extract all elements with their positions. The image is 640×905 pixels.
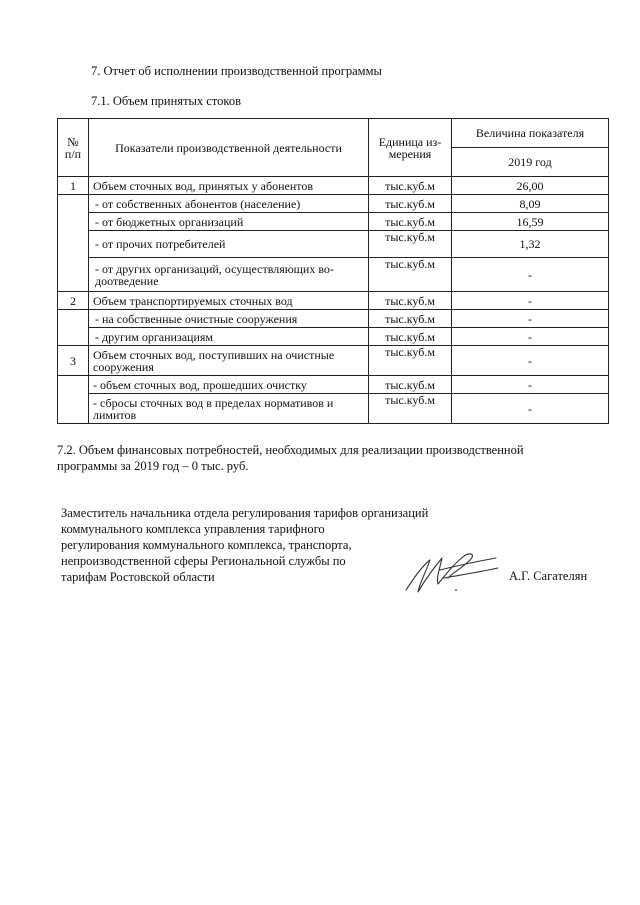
row-num: 3 (58, 346, 89, 376)
row-unit: тыс.куб.м (369, 292, 452, 310)
row-num-empty (58, 195, 89, 292)
row-num: 1 (58, 177, 89, 195)
row-value: 16,59 (452, 213, 609, 231)
row-name: - от бюджетных организаций (89, 213, 369, 231)
header-value-group: Величина показателя (452, 119, 609, 148)
signatory-line: непроизводственной сферы Региональной службы по (61, 554, 346, 568)
row-value: - (452, 258, 609, 292)
row-unit: тыс.куб.м (369, 177, 452, 195)
row-num-empty (58, 310, 89, 346)
signatory-line: Заместитель начальника отдела регулирования тарифов организаций (61, 506, 429, 520)
row-name: Объем сточных вод, поступивших на очистные сооружения (89, 346, 369, 376)
row-value: 8,09 (452, 195, 609, 213)
section-7-title: 7. Отчет об исполнении производственной программы (91, 64, 382, 78)
row-unit: тыс.куб.м (369, 394, 452, 424)
row-value: - (452, 346, 609, 376)
row-unit: тыс.куб.м (369, 346, 452, 376)
header-year: 2019 год (452, 148, 609, 177)
row-name: - от других организаций, осуществляющих во-доотведение (89, 258, 369, 292)
row-unit: тыс.куб.м (369, 258, 452, 292)
row-name: - от прочих потребителей (89, 231, 369, 258)
header-num: № п/п (58, 119, 89, 177)
header-unit: Единица из-мерения (369, 119, 452, 177)
signatory-position (61, 505, 428, 585)
signatory-line: коммунального комплекса управления тарифного (61, 522, 325, 536)
row-value: - (452, 310, 609, 328)
sewage-volume-table (57, 118, 609, 424)
row-unit: тыс.куб.м (369, 195, 452, 213)
row-unit: тыс.куб.м (369, 376, 452, 394)
row-value: - (452, 292, 609, 310)
row-unit: тыс.куб.м (369, 213, 452, 231)
row-name: - сбросы сточных вод в пределах нормативов и лимитов (89, 394, 369, 424)
signatory-line: тарифам Ростовской области (61, 570, 215, 584)
section-7-1-title: 7.1. Объем принятых стоков (91, 94, 241, 108)
row-name: - объем сточных вод, прошедших очистку (89, 376, 369, 394)
row-name: - другим организациям (89, 328, 369, 346)
header-indicator: Показатели производственной деятельности (89, 119, 369, 177)
row-unit: тыс.куб.м (369, 328, 452, 346)
section-7-2-text: 7.2. Объем финансовых потребностей, необходимых для реализации производственной программы за 2019 год – 0 тыс. руб. (57, 443, 524, 473)
signatory-line: регулирования коммунального комплекса, транспорта, (61, 538, 352, 552)
row-num: 2 (58, 292, 89, 310)
row-num-empty (58, 376, 89, 424)
row-unit: тыс.куб.м (369, 231, 452, 258)
row-value: 1,32 (452, 231, 609, 258)
row-name: - на собственные очистные сооружения (89, 310, 369, 328)
row-value: - (452, 376, 609, 394)
handwritten-signature (400, 548, 500, 598)
row-value: - (452, 394, 609, 424)
row-unit: тыс.куб.м (369, 310, 452, 328)
signatory-name: А.Г. Сагателян (509, 569, 588, 583)
row-value: - (452, 328, 609, 346)
row-name: - от собственных абонентов (население) (89, 195, 369, 213)
row-value: 26,00 (452, 177, 609, 195)
row-name: Объем сточных вод, принятых у абонентов (89, 177, 369, 195)
row-name: Объем транспортируемых сточных вод (89, 292, 369, 310)
